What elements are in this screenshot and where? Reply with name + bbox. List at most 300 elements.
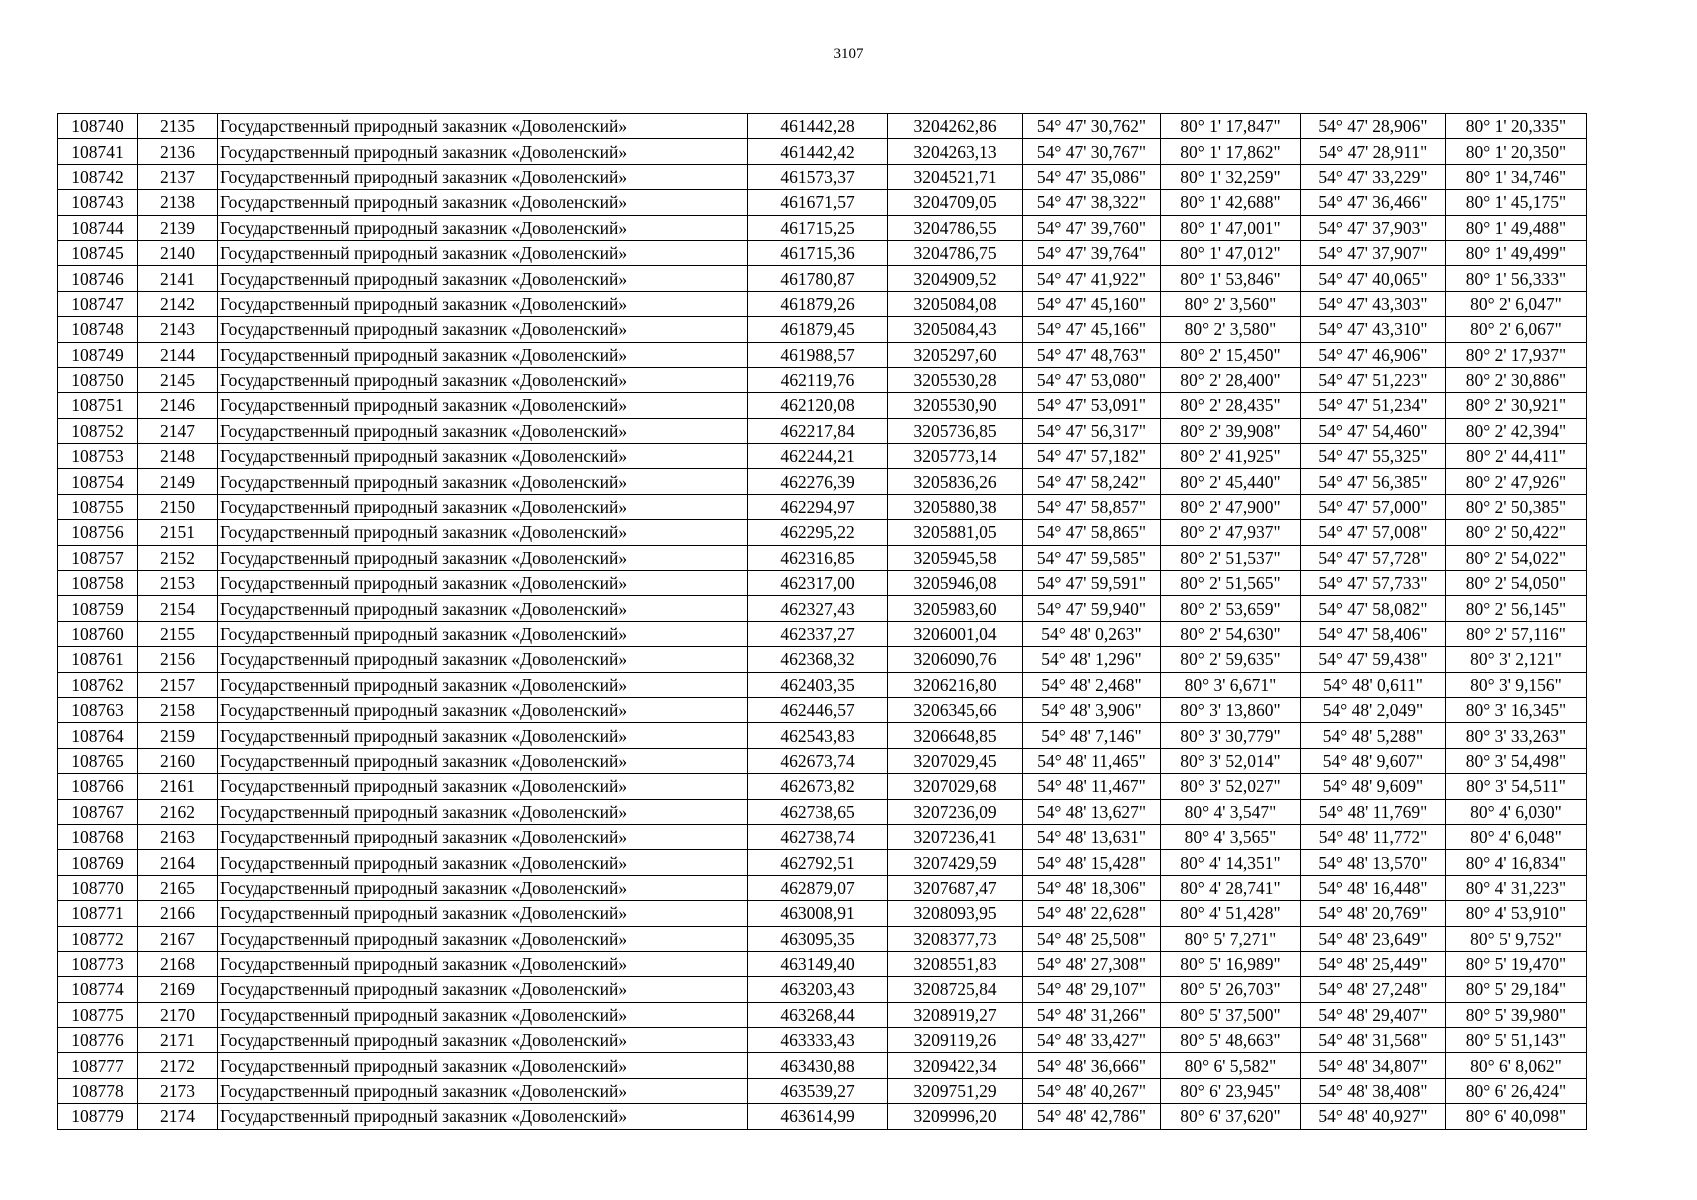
cell-longitude-1: 80° 2' 28,400" [1161, 367, 1301, 392]
cell-latitude-2: 54° 47' 33,229" [1301, 164, 1446, 189]
cell-latitude-2: 54° 47' 28,911" [1301, 139, 1446, 164]
cell-longitude-1: 80° 1' 32,259" [1161, 164, 1301, 189]
cell-record-id: 108770 [58, 875, 138, 900]
cell-record-id: 108756 [58, 520, 138, 545]
cell-latitude-1: 54° 48' 11,467" [1023, 774, 1161, 799]
cell-longitude-1: 80° 2' 54,630" [1161, 621, 1301, 646]
cell-latitude-1: 54° 48' 15,428" [1023, 850, 1161, 875]
cell-point-number: 2139 [138, 215, 218, 240]
cell-latitude-1: 54° 48' 42,786" [1023, 1104, 1161, 1129]
cell-point-number: 2170 [138, 1002, 218, 1027]
cell-record-id: 108747 [58, 291, 138, 316]
cell-record-id: 108741 [58, 139, 138, 164]
cell-coord-x: 462337,27 [748, 621, 888, 646]
cell-object-name: Государственный природный заказник «Доволенский» [218, 317, 748, 342]
table-row [58, 621, 1587, 646]
cell-object-name: Государственный природный заказник «Доволенский» [218, 977, 748, 1002]
cell-record-id: 108755 [58, 494, 138, 519]
cell-longitude-1: 80° 5' 37,500" [1161, 1002, 1301, 1027]
cell-point-number: 2143 [138, 317, 218, 342]
cell-latitude-2: 54° 47' 51,223" [1301, 367, 1446, 392]
cell-coord-x: 461442,28 [748, 114, 888, 139]
cell-longitude-2: 80° 2' 56,145" [1446, 596, 1587, 621]
cell-record-id: 108774 [58, 977, 138, 1002]
cell-coord-x: 462879,07 [748, 875, 888, 900]
cell-latitude-2: 54° 47' 57,008" [1301, 520, 1446, 545]
cell-record-id: 108742 [58, 164, 138, 189]
table-row [58, 266, 1587, 291]
cell-latitude-1: 54° 48' 36,666" [1023, 1053, 1161, 1078]
cell-latitude-1: 54° 47' 57,182" [1023, 444, 1161, 469]
cell-longitude-2: 80° 6' 26,424" [1446, 1078, 1587, 1103]
cell-longitude-2: 80° 1' 49,488" [1446, 215, 1587, 240]
cell-coord-y: 3207687,47 [888, 875, 1023, 900]
cell-object-name: Государственный природный заказник «Доволенский» [218, 393, 748, 418]
cell-latitude-2: 54° 47' 37,903" [1301, 215, 1446, 240]
cell-longitude-1: 80° 4' 51,428" [1161, 901, 1301, 926]
cell-point-number: 2146 [138, 393, 218, 418]
cell-latitude-2: 54° 47' 51,234" [1301, 393, 1446, 418]
cell-longitude-2: 80° 6' 8,062" [1446, 1053, 1587, 1078]
cell-coord-y: 3206345,66 [888, 697, 1023, 722]
cell-point-number: 2165 [138, 875, 218, 900]
cell-latitude-2: 54° 48' 16,448" [1301, 875, 1446, 900]
cell-point-number: 2149 [138, 469, 218, 494]
cell-object-name: Государственный природный заказник «Доволенский» [218, 571, 748, 596]
cell-object-name: Государственный природный заказник «Доволенский» [218, 1078, 748, 1103]
cell-coord-x: 462244,21 [748, 444, 888, 469]
cell-point-number: 2154 [138, 596, 218, 621]
table-row [58, 672, 1587, 697]
cell-coord-x: 461988,57 [748, 342, 888, 367]
cell-record-id: 108750 [58, 367, 138, 392]
cell-record-id: 108740 [58, 114, 138, 139]
cell-coord-x: 462446,57 [748, 697, 888, 722]
cell-latitude-2: 54° 48' 20,769" [1301, 901, 1446, 926]
cell-coord-y: 3208919,27 [888, 1002, 1023, 1027]
cell-coord-x: 463095,35 [748, 926, 888, 951]
cell-coord-x: 461573,37 [748, 164, 888, 189]
cell-coord-x: 462792,51 [748, 850, 888, 875]
cell-object-name: Государственный природный заказник «Доволенский» [218, 494, 748, 519]
cell-latitude-2: 54° 48' 34,807" [1301, 1053, 1446, 1078]
cell-latitude-2: 54° 48' 2,049" [1301, 697, 1446, 722]
cell-record-id: 108759 [58, 596, 138, 621]
cell-latitude-1: 54° 47' 30,767" [1023, 139, 1161, 164]
cell-longitude-2: 80° 2' 6,067" [1446, 317, 1587, 342]
table-row [58, 799, 1587, 824]
cell-longitude-2: 80° 2' 17,937" [1446, 342, 1587, 367]
cell-coord-y: 3204262,86 [888, 114, 1023, 139]
cell-latitude-2: 54° 48' 0,611" [1301, 672, 1446, 697]
cell-record-id: 108764 [58, 723, 138, 748]
cell-longitude-1: 80° 4' 3,547" [1161, 799, 1301, 824]
cell-longitude-2: 80° 4' 6,048" [1446, 824, 1587, 849]
cell-coord-x: 463430,88 [748, 1053, 888, 1078]
cell-coord-x: 462543,83 [748, 723, 888, 748]
cell-record-id: 108752 [58, 418, 138, 443]
cell-coord-x: 462120,08 [748, 393, 888, 418]
cell-object-name: Государственный природный заказник «Доволенский» [218, 697, 748, 722]
cell-longitude-1: 80° 6' 5,582" [1161, 1053, 1301, 1078]
cell-longitude-1: 80° 2' 45,440" [1161, 469, 1301, 494]
table-row [58, 571, 1587, 596]
cell-latitude-2: 54° 48' 11,772" [1301, 824, 1446, 849]
cell-record-id: 108743 [58, 190, 138, 215]
cell-longitude-2: 80° 5' 51,143" [1446, 1028, 1587, 1053]
cell-object-name: Государственный природный заказник «Доволенский» [218, 774, 748, 799]
cell-record-id: 108778 [58, 1078, 138, 1103]
cell-longitude-2: 80° 6' 40,098" [1446, 1104, 1587, 1129]
cell-object-name: Государственный природный заказник «Доволенский» [218, 901, 748, 926]
cell-record-id: 108775 [58, 1002, 138, 1027]
cell-coord-y: 3204786,75 [888, 240, 1023, 265]
cell-coord-x: 462673,74 [748, 748, 888, 773]
cell-longitude-1: 80° 3' 52,027" [1161, 774, 1301, 799]
cell-point-number: 2166 [138, 901, 218, 926]
cell-coord-x: 462327,43 [748, 596, 888, 621]
cell-longitude-2: 80° 1' 45,175" [1446, 190, 1587, 215]
cell-coord-y: 3208725,84 [888, 977, 1023, 1002]
cell-point-number: 2147 [138, 418, 218, 443]
cell-coord-x: 461879,26 [748, 291, 888, 316]
cell-latitude-1: 54° 47' 35,086" [1023, 164, 1161, 189]
cell-coord-y: 3206090,76 [888, 647, 1023, 672]
cell-longitude-2: 80° 3' 54,511" [1446, 774, 1587, 799]
cell-longitude-1: 80° 5' 48,663" [1161, 1028, 1301, 1053]
cell-latitude-1: 54° 47' 56,317" [1023, 418, 1161, 443]
coordinates-table [57, 113, 1587, 1130]
cell-record-id: 108749 [58, 342, 138, 367]
table-row [58, 850, 1587, 875]
table-row [58, 1028, 1587, 1053]
cell-object-name: Государственный природный заказник «Доволенский» [218, 418, 748, 443]
cell-coord-y: 3208551,83 [888, 951, 1023, 976]
cell-latitude-1: 54° 47' 45,160" [1023, 291, 1161, 316]
cell-longitude-2: 80° 4' 16,834" [1446, 850, 1587, 875]
cell-point-number: 2168 [138, 951, 218, 976]
cell-coord-x: 461671,57 [748, 190, 888, 215]
cell-coord-y: 3205530,28 [888, 367, 1023, 392]
cell-longitude-1: 80° 2' 59,635" [1161, 647, 1301, 672]
cell-coord-y: 3209119,26 [888, 1028, 1023, 1053]
cell-latitude-2: 54° 48' 27,248" [1301, 977, 1446, 1002]
cell-longitude-1: 80° 1' 17,862" [1161, 139, 1301, 164]
cell-longitude-2: 80° 1' 49,499" [1446, 240, 1587, 265]
cell-coord-y: 3204709,05 [888, 190, 1023, 215]
cell-record-id: 108771 [58, 901, 138, 926]
cell-latitude-1: 54° 47' 48,763" [1023, 342, 1161, 367]
cell-record-id: 108757 [58, 545, 138, 570]
cell-coord-x: 463008,91 [748, 901, 888, 926]
cell-record-id: 108745 [58, 240, 138, 265]
table-row [58, 545, 1587, 570]
cell-longitude-2: 80° 2' 42,394" [1446, 418, 1587, 443]
cell-object-name: Государственный природный заказник «Доволенский» [218, 596, 748, 621]
cell-latitude-2: 54° 47' 58,406" [1301, 621, 1446, 646]
cell-coord-y: 3204263,13 [888, 139, 1023, 164]
cell-latitude-2: 54° 47' 56,385" [1301, 469, 1446, 494]
cell-longitude-2: 80° 1' 34,746" [1446, 164, 1587, 189]
cell-latitude-2: 54° 48' 13,570" [1301, 850, 1446, 875]
cell-latitude-1: 54° 48' 29,107" [1023, 977, 1161, 1002]
cell-longitude-1: 80° 4' 14,351" [1161, 850, 1301, 875]
cell-point-number: 2172 [138, 1053, 218, 1078]
cell-point-number: 2173 [138, 1078, 218, 1103]
cell-coord-y: 3207429,59 [888, 850, 1023, 875]
cell-longitude-2: 80° 3' 9,156" [1446, 672, 1587, 697]
table-row [58, 1053, 1587, 1078]
table-row [58, 215, 1587, 240]
cell-point-number: 2152 [138, 545, 218, 570]
cell-latitude-1: 54° 48' 25,508" [1023, 926, 1161, 951]
cell-longitude-2: 80° 2' 6,047" [1446, 291, 1587, 316]
cell-record-id: 108777 [58, 1053, 138, 1078]
cell-longitude-1: 80° 6' 37,620" [1161, 1104, 1301, 1129]
cell-object-name: Государственный природный заказник «Доволенский» [218, 469, 748, 494]
cell-record-id: 108772 [58, 926, 138, 951]
cell-coord-x: 462738,74 [748, 824, 888, 849]
cell-point-number: 2162 [138, 799, 218, 824]
cell-latitude-2: 54° 48' 9,607" [1301, 748, 1446, 773]
cell-object-name: Государственный природный заказник «Доволенский» [218, 926, 748, 951]
cell-coord-x: 462119,76 [748, 367, 888, 392]
cell-latitude-2: 54° 47' 43,310" [1301, 317, 1446, 342]
cell-longitude-2: 80° 1' 20,335" [1446, 114, 1587, 139]
cell-latitude-1: 54° 47' 58,242" [1023, 469, 1161, 494]
cell-latitude-1: 54° 47' 53,080" [1023, 367, 1161, 392]
cell-latitude-1: 54° 47' 39,760" [1023, 215, 1161, 240]
cell-latitude-1: 54° 47' 59,591" [1023, 571, 1161, 596]
cell-coord-y: 3204786,55 [888, 215, 1023, 240]
cell-object-name: Государственный природный заказник «Доволенский» [218, 824, 748, 849]
cell-longitude-2: 80° 3' 33,263" [1446, 723, 1587, 748]
cell-record-id: 108779 [58, 1104, 138, 1129]
cell-object-name: Государственный природный заказник «Доволенский» [218, 114, 748, 139]
cell-coord-y: 3205946,08 [888, 571, 1023, 596]
cell-point-number: 2158 [138, 697, 218, 722]
cell-point-number: 2138 [138, 190, 218, 215]
cell-latitude-1: 54° 48' 27,308" [1023, 951, 1161, 976]
cell-longitude-1: 80° 1' 17,847" [1161, 114, 1301, 139]
cell-record-id: 108746 [58, 266, 138, 291]
cell-record-id: 108766 [58, 774, 138, 799]
cell-record-id: 108776 [58, 1028, 138, 1053]
cell-record-id: 108760 [58, 621, 138, 646]
cell-latitude-2: 54° 48' 38,408" [1301, 1078, 1446, 1103]
cell-point-number: 2167 [138, 926, 218, 951]
cell-latitude-2: 54° 47' 59,438" [1301, 647, 1446, 672]
cell-coord-x: 463268,44 [748, 1002, 888, 1027]
cell-coord-y: 3208377,73 [888, 926, 1023, 951]
cell-point-number: 2150 [138, 494, 218, 519]
cell-object-name: Государственный природный заказник «Доволенский» [218, 342, 748, 367]
cell-longitude-1: 80° 3' 52,014" [1161, 748, 1301, 773]
table-row [58, 418, 1587, 443]
cell-latitude-1: 54° 48' 13,627" [1023, 799, 1161, 824]
cell-coord-x: 462316,85 [748, 545, 888, 570]
cell-longitude-1: 80° 2' 41,925" [1161, 444, 1301, 469]
cell-latitude-2: 54° 47' 36,466" [1301, 190, 1446, 215]
cell-latitude-2: 54° 47' 57,000" [1301, 494, 1446, 519]
cell-coord-y: 3206216,80 [888, 672, 1023, 697]
cell-longitude-2: 80° 4' 53,910" [1446, 901, 1587, 926]
cell-coord-y: 3204909,52 [888, 266, 1023, 291]
cell-latitude-2: 54° 47' 57,728" [1301, 545, 1446, 570]
cell-latitude-1: 54° 47' 41,922" [1023, 266, 1161, 291]
cell-point-number: 2157 [138, 672, 218, 697]
cell-latitude-2: 54° 47' 40,065" [1301, 266, 1446, 291]
cell-longitude-2: 80° 2' 54,050" [1446, 571, 1587, 596]
cell-longitude-2: 80° 5' 19,470" [1446, 951, 1587, 976]
cell-latitude-2: 54° 48' 23,649" [1301, 926, 1446, 951]
cell-coord-x: 462403,35 [748, 672, 888, 697]
cell-point-number: 2159 [138, 723, 218, 748]
table-row [58, 647, 1587, 672]
cell-coord-x: 461715,36 [748, 240, 888, 265]
cell-longitude-1: 80° 2' 47,900" [1161, 494, 1301, 519]
cell-latitude-1: 54° 48' 33,427" [1023, 1028, 1161, 1053]
table-row [58, 748, 1587, 773]
cell-longitude-1: 80° 4' 28,741" [1161, 875, 1301, 900]
cell-record-id: 108762 [58, 672, 138, 697]
cell-latitude-1: 54° 48' 7,146" [1023, 723, 1161, 748]
cell-coord-y: 3207029,68 [888, 774, 1023, 799]
cell-object-name: Государственный природный заказник «Доволенский» [218, 545, 748, 570]
cell-latitude-1: 54° 48' 18,306" [1023, 875, 1161, 900]
cell-latitude-1: 54° 47' 58,857" [1023, 494, 1161, 519]
cell-coord-x: 462295,22 [748, 520, 888, 545]
cell-object-name: Государственный природный заказник «Доволенский» [218, 951, 748, 976]
cell-longitude-1: 80° 2' 53,659" [1161, 596, 1301, 621]
cell-coord-x: 462276,39 [748, 469, 888, 494]
cell-longitude-2: 80° 2' 47,926" [1446, 469, 1587, 494]
cell-longitude-1: 80° 3' 13,860" [1161, 697, 1301, 722]
cell-longitude-1: 80° 2' 3,580" [1161, 317, 1301, 342]
cell-coord-x: 461879,45 [748, 317, 888, 342]
cell-longitude-1: 80° 2' 47,937" [1161, 520, 1301, 545]
cell-longitude-2: 80° 2' 50,422" [1446, 520, 1587, 545]
cell-latitude-1: 54° 48' 31,266" [1023, 1002, 1161, 1027]
table-row [58, 774, 1587, 799]
cell-point-number: 2144 [138, 342, 218, 367]
cell-record-id: 108758 [58, 571, 138, 596]
cell-latitude-1: 54° 47' 58,865" [1023, 520, 1161, 545]
cell-latitude-2: 54° 48' 25,449" [1301, 951, 1446, 976]
cell-object-name: Государственный природный заказник «Доволенский» [218, 190, 748, 215]
table-row [58, 393, 1587, 418]
cell-latitude-2: 54° 47' 57,733" [1301, 571, 1446, 596]
table-row [58, 139, 1587, 164]
cell-object-name: Государственный природный заказник «Доволенский» [218, 367, 748, 392]
cell-point-number: 2142 [138, 291, 218, 316]
cell-latitude-2: 54° 47' 37,907" [1301, 240, 1446, 265]
table-row [58, 190, 1587, 215]
cell-longitude-2: 80° 2' 57,116" [1446, 621, 1587, 646]
cell-latitude-1: 54° 48' 0,263" [1023, 621, 1161, 646]
cell-point-number: 2136 [138, 139, 218, 164]
cell-point-number: 2145 [138, 367, 218, 392]
cell-record-id: 108765 [58, 748, 138, 773]
cell-object-name: Государственный природный заказник «Доволенский» [218, 1053, 748, 1078]
cell-latitude-2: 54° 47' 55,325" [1301, 444, 1446, 469]
table-row [58, 520, 1587, 545]
cell-longitude-1: 80° 2' 51,565" [1161, 571, 1301, 596]
cell-latitude-1: 54° 48' 2,468" [1023, 672, 1161, 697]
cell-longitude-2: 80° 3' 16,345" [1446, 697, 1587, 722]
cell-record-id: 108761 [58, 647, 138, 672]
cell-point-number: 2171 [138, 1028, 218, 1053]
cell-object-name: Государственный природный заказник «Доволенский» [218, 164, 748, 189]
table-row [58, 875, 1587, 900]
cell-longitude-1: 80° 2' 15,450" [1161, 342, 1301, 367]
cell-coord-y: 3205736,85 [888, 418, 1023, 443]
cell-point-number: 2164 [138, 850, 218, 875]
cell-record-id: 108751 [58, 393, 138, 418]
cell-longitude-1: 80° 4' 3,565" [1161, 824, 1301, 849]
cell-coord-y: 3205530,90 [888, 393, 1023, 418]
cell-coord-x: 462294,97 [748, 494, 888, 519]
cell-coord-y: 3204521,71 [888, 164, 1023, 189]
cell-record-id: 108773 [58, 951, 138, 976]
cell-coord-y: 3207236,09 [888, 799, 1023, 824]
table-body [58, 114, 1587, 1130]
table-row [58, 164, 1587, 189]
cell-latitude-2: 54° 47' 28,906" [1301, 114, 1446, 139]
cell-longitude-1: 80° 2' 51,537" [1161, 545, 1301, 570]
cell-point-number: 2156 [138, 647, 218, 672]
cell-record-id: 108744 [58, 215, 138, 240]
cell-coord-x: 463333,43 [748, 1028, 888, 1053]
table-row [58, 697, 1587, 722]
cell-record-id: 108769 [58, 850, 138, 875]
table-row [58, 444, 1587, 469]
cell-object-name: Государственный природный заказник «Доволенский» [218, 1104, 748, 1129]
cell-coord-y: 3207236,41 [888, 824, 1023, 849]
table-row [58, 114, 1587, 139]
cell-latitude-1: 54° 47' 53,091" [1023, 393, 1161, 418]
cell-point-number: 2155 [138, 621, 218, 646]
cell-record-id: 108767 [58, 799, 138, 824]
cell-coord-x: 462368,32 [748, 647, 888, 672]
cell-object-name: Государственный природный заказник «Доволенский» [218, 723, 748, 748]
cell-longitude-1: 80° 1' 42,688" [1161, 190, 1301, 215]
cell-latitude-1: 54° 47' 59,940" [1023, 596, 1161, 621]
cell-latitude-2: 54° 48' 29,407" [1301, 1002, 1446, 1027]
cell-point-number: 2135 [138, 114, 218, 139]
cell-coord-y: 3208093,95 [888, 901, 1023, 926]
cell-record-id: 108763 [58, 697, 138, 722]
cell-longitude-1: 80° 5' 7,271" [1161, 926, 1301, 951]
cell-point-number: 2141 [138, 266, 218, 291]
cell-longitude-2: 80° 1' 56,333" [1446, 266, 1587, 291]
cell-object-name: Государственный природный заказник «Доволенский» [218, 799, 748, 824]
cell-point-number: 2153 [138, 571, 218, 596]
cell-object-name: Государственный природный заказник «Доволенский» [218, 1028, 748, 1053]
cell-latitude-1: 54° 48' 3,906" [1023, 697, 1161, 722]
page-number: 3107 [833, 46, 864, 62]
cell-longitude-2: 80° 3' 54,498" [1446, 748, 1587, 773]
cell-object-name: Государственный природный заказник «Доволенский» [218, 875, 748, 900]
cell-latitude-2: 54° 48' 31,568" [1301, 1028, 1446, 1053]
cell-point-number: 2174 [138, 1104, 218, 1129]
cell-object-name: Государственный природный заказник «Доволенский» [218, 748, 748, 773]
cell-coord-y: 3209422,34 [888, 1053, 1023, 1078]
cell-longitude-2: 80° 2' 54,022" [1446, 545, 1587, 570]
cell-longitude-2: 80° 2' 44,411" [1446, 444, 1587, 469]
cell-object-name: Государственный природный заказник «Доволенский» [218, 266, 748, 291]
cell-point-number: 2151 [138, 520, 218, 545]
